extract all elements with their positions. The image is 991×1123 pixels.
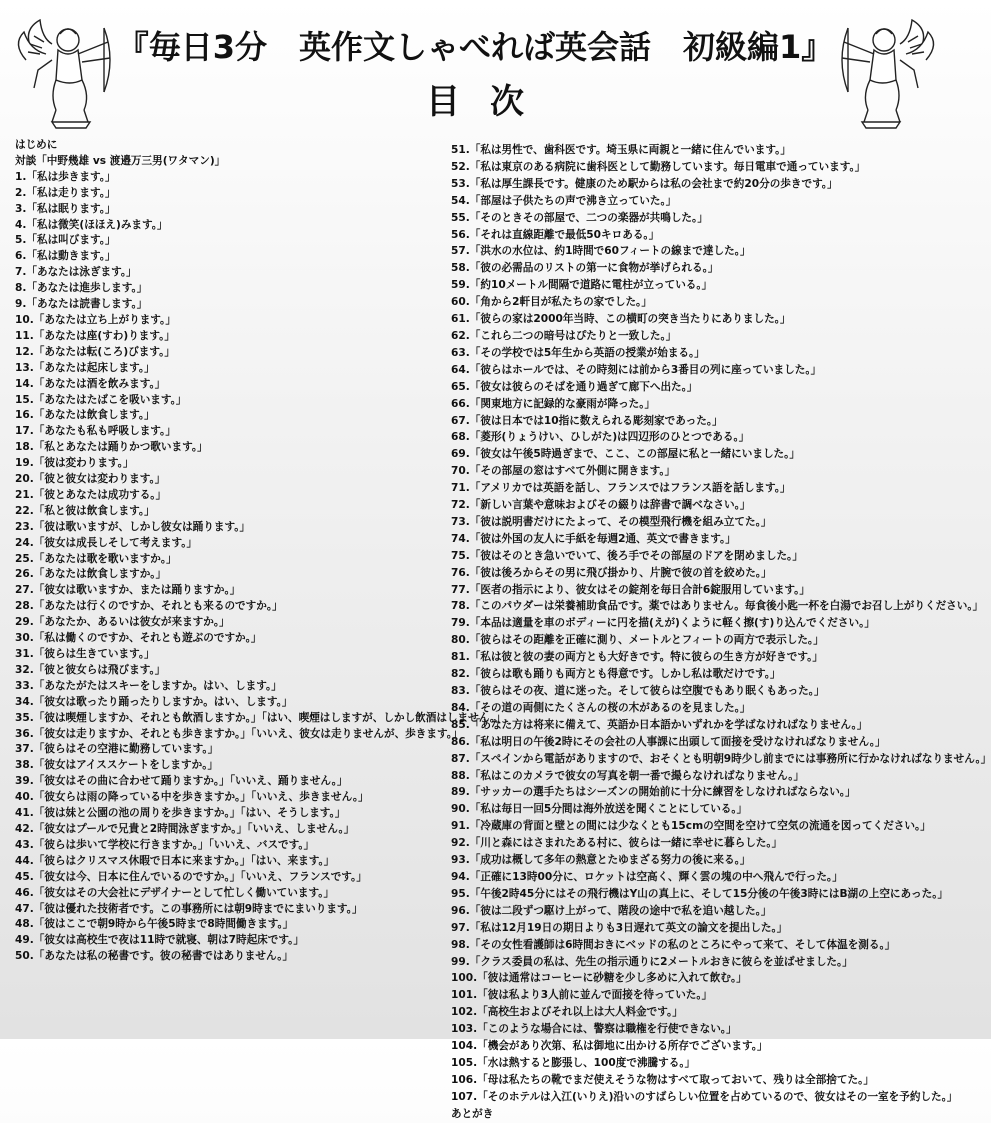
toc-entry: 29.「あなたか、あるいは彼女が来ますか。」 xyxy=(15,616,230,629)
toc-entry: 93.「成功は概して多年の熱意とたゆまざる努力の後に来る。」 xyxy=(451,854,751,867)
toc-entry: 67.「彼は日本では10指に数えられる彫刻家であった。」 xyxy=(451,414,723,427)
toc-entry: 23.「彼は歌いますが、しかし彼女は踊ります。」 xyxy=(15,520,251,533)
toc-entry: 48.「彼はここで朝9時から午後5時まで8時間働きます。」 xyxy=(15,918,294,931)
toc-entry: 101.「彼は私より3人前に並んで面接を待っていた。」 xyxy=(451,989,713,1002)
toc-entry: 2.「私は走ります。」 xyxy=(15,186,116,199)
toc-column-right xyxy=(451,142,991,1123)
toc-entry: 16.「あなたは飲食します。」 xyxy=(15,409,155,422)
toc-entry: 71.「アメリカでは英語を話し、フランスではフランス語を話します。」 xyxy=(451,482,791,495)
toc-entry: 28.「あなたは行くのですか、それとも来るのですか。」 xyxy=(15,600,283,613)
toc-entry: 31.「彼らは生きています。」 xyxy=(15,648,155,660)
toc-entry: 5.「私は叫びます。」 xyxy=(15,234,116,247)
toc-entry: 33.「あなたがたはスキーをしますか。はい、します。」 xyxy=(15,679,282,692)
header xyxy=(0,0,950,130)
toc-entry: 7.「あなたは泳ぎます。」 xyxy=(15,266,137,279)
toc-entry: 83.「彼らはその夜、道に迷った。そして彼らは空腹でもあり眠くもあった。」 xyxy=(451,685,825,697)
toc-entry: 18.「私とあなたは踊りかつ歌います。」 xyxy=(15,441,208,454)
toc-entry: 65.「彼女は彼らのそばを通り過ぎて廊下へ出た。」 xyxy=(451,380,698,393)
toc-entry: 94.「正確に13時00分に、ロケットは空高く、輝く雲の塊の中へ飛んで行った。」 xyxy=(451,870,843,883)
toc-entry: 84.「その道の両側にたくさんの桜の木があるのを見ました。」 xyxy=(451,701,751,714)
toc-entry: 52.「私は東京のある病院に歯科医として勤務しています。毎日電車で通っています。」 xyxy=(451,160,866,173)
toc-entry: 103.「このような場合には、警察は職権を行使できない。」 xyxy=(451,1023,737,1036)
toc-entry: 75.「彼はそのとき急いでいて、後ろ手でその部屋のドアを閉めました。」 xyxy=(451,549,803,562)
toc-entry: 35.「彼は喫煙しますか、それとも飲酒しますか。」「はい、喫煙はしますが、しかし飲酒はしません。」 xyxy=(15,711,506,724)
toc-entry: はじめに xyxy=(15,139,58,151)
toc-entry: 81.「私は彼と彼の妻の両方とも大好きです。特に彼らの生き方が好きです。」 xyxy=(451,651,823,664)
toc-entry: 14.「あなたは酒を飲みます。」 xyxy=(15,377,166,390)
toc-entry: 1.「私は歩きます。」 xyxy=(15,170,116,183)
toc-entry: 43.「彼らは歩いて学校に行きますか。」「いいえ、バスです。」 xyxy=(15,838,315,851)
toc-entry: 8.「あなたは進歩します。」 xyxy=(15,282,148,295)
toc-entry: 37.「彼らはその空港に勤務しています。」 xyxy=(15,743,219,756)
toc-column-left xyxy=(15,138,506,965)
toc-entry: 79.「本品は適量を車のボディーに円を描(えが)くように軽く擦(す)り込んでください。」 xyxy=(451,617,875,630)
toc-entry: 97.「私は12月19日の期日よりも3日遅れて英文の論文を提出した。」 xyxy=(451,921,788,934)
toc-entry: 対談「中野幾雄 vs 渡邉万三男(ワタマン)」 xyxy=(15,154,226,167)
toc-entry: 49.「彼女は高校生で夜は11時で就寝、朝は7時起床です。」 xyxy=(15,934,304,947)
toc-entry: 11.「あなたは座(すわ)ります。」 xyxy=(15,329,176,342)
toc-entry: 92.「川と森にはさまれたある村に、彼らは一緒に幸せに暮らした。」 xyxy=(451,837,783,850)
toc-entry: 89.「サッカーの選手たちはシーズンの開始前に十分に練習をしなければならない。」 xyxy=(451,786,856,799)
toc-entry: 82.「彼らは歌も踊りも両方とも得意です。しかし私は歌だけです。」 xyxy=(451,668,781,681)
toc-entry: 85.「あなた方は将来に備えて、英語か日本語かいずれかを学ばなければなりません。」 xyxy=(451,718,868,731)
toc-entry: 69.「彼女は午後5時過ぎまで、ここ、この部屋に私と一緒にいました。」 xyxy=(451,448,801,461)
toc-entry: 51.「私は男性で、歯科医です。埼玉県に両親と一緒に住んでいます。」 xyxy=(451,144,791,156)
toc-entry: 95.「午後2時45分にはその飛行機はY山の真上に、そして15分後の午後3時にはB湖の上空にあった。」 xyxy=(451,887,949,900)
toc-entry: 102.「高校生およびそれ以上は大人料金です。」 xyxy=(451,1006,683,1019)
toc-entry: 87.「スペインから電話がありますので、おそくとも明朝9時少し前までには事務所に行かなければなりません。」 xyxy=(451,752,991,765)
toc-entry: 91.「冷蔵庫の背面と壁との間には少なくとも15cmの空間を空けて空気の流通を図ってください。」 xyxy=(451,820,931,833)
toc-entry: 58.「彼の必需品のリストの第一に食物が挙げられる。」 xyxy=(451,262,719,275)
toc-entry: 25.「あなたは歌を歌いますか。」 xyxy=(15,552,177,565)
toc-entry: 90.「私は毎日一回5分間は海外放送を聞くことにしている。」 xyxy=(451,803,748,816)
toc-entry: 76.「彼は後ろからその男に飛び掛かり、片腕で彼の首を絞めた。」 xyxy=(451,566,772,579)
toc-entry: 86.「私は明日の午後2時にその会社の人事課に出頭して面接を受けなければなりません。」 xyxy=(451,735,886,748)
toc-entry: 62.「これら二つの暗号はぴたりと一致した。」 xyxy=(451,329,677,342)
toc-entry: 66.「関東地方に記録的な豪雨が降った。」 xyxy=(451,397,656,410)
toc-entry: 36.「彼女は走りますか、それとも歩きますか。」「いいえ、彼女は走りませんが、歩きます。」 xyxy=(15,727,463,740)
toc-entry: 53.「私は厚生課長です。健康のため駅からは私の会社まで約20分の歩きです。」 xyxy=(451,177,838,190)
toc-entry: 32.「彼と彼女らは飛びます。」 xyxy=(15,663,166,676)
toc-entry: 100.「彼は通常はコーヒーに砂糖を少し多めに入れて飲む。」 xyxy=(451,972,747,985)
toc-entry: 72.「新しい言葉や意味およびその綴りは辞書で調べなさい。」 xyxy=(451,499,751,512)
toc-entry: 45.「彼女は今、日本に住んでいるのですか。」「いいえ、フランスです。」 xyxy=(15,870,367,883)
toc-entry: 9.「あなたは読書します。」 xyxy=(15,298,148,311)
toc-entry: 13.「あなたは起床します。」 xyxy=(15,361,155,374)
toc-entry: 80.「彼らはその距離を正確に測り、メートルとフィートの両方で表示した。」 xyxy=(451,634,824,647)
toc-entry: 70.「その部屋の窓はすべて外側に開きます。」 xyxy=(451,465,676,478)
toc-entry: 21.「彼とあなたは成功する。」 xyxy=(15,488,167,501)
toc-entry: 6.「私は動きます。」 xyxy=(15,250,116,263)
toc-entry: 30.「私は働くのですか、それとも遊ぶのですか。」 xyxy=(15,632,262,645)
toc-entry: 55.「そのときその部屋で、二つの楽器が共鳴した。」 xyxy=(451,211,708,224)
toc-entry: 12.「あなたは転(ころ)びます。」 xyxy=(15,345,176,358)
toc-entry: 42.「彼女はプールで兄貴と2時間泳ぎますか。」「いいえ、しません。」 xyxy=(15,822,355,835)
toc-entry: 99.「クラス委員の私は、先生の指示通りに2メートルおきに彼らを並ばせました。」 xyxy=(451,955,853,968)
toc-entry: 104.「機会があり次第、私は御地に出かける所存でございます。」 xyxy=(451,1040,768,1053)
toc-entry: 54.「部屋は子供たちの声で沸き立っていた。」 xyxy=(451,194,677,207)
toc-entry: 41.「彼は妹と公園の池の周りを歩きますか。」「はい、そうします。」 xyxy=(15,807,346,820)
toc-entry: 47.「彼は優れた技術者です。この事務所には朝9時までにまいります。」 xyxy=(15,902,363,915)
toc-entry: 34.「彼女は歌ったり踊ったりしますか。はい、します。」 xyxy=(15,695,293,708)
toc-entry: 3.「私は眠ります。」 xyxy=(15,202,116,215)
toc-entry: 27.「彼女は歌いますか、または踊りますか。」 xyxy=(15,584,241,597)
toc-entry: 105.「水は熱すると膨張し、100度で沸騰する。」 xyxy=(451,1056,696,1069)
toc-entry: 4.「私は微笑(ほほえ)みます。」 xyxy=(15,218,168,231)
toc-entry: 74.「彼は外国の友人に手紙を毎週2通、英文で書きます。」 xyxy=(451,532,736,545)
toc-entry: 57.「洪水の水位は、約1時間で60フィートの線まで達した。」 xyxy=(451,245,751,258)
toc-entry: 60.「角から2軒目が私たちの家でした。」 xyxy=(451,296,652,309)
toc-entry: 50.「あなたは私の秘書です。彼の秘書ではありません。」 xyxy=(15,950,294,963)
toc-entry: 24.「彼女は成長しそして考えます。」 xyxy=(15,536,198,549)
toc-entry: 77.「医者の指示により、彼女はその錠剤を毎日合計6錠服用しています。」 xyxy=(451,583,810,596)
toc-entry: 63.「その学校では5年生から英語の授業が始まる。」 xyxy=(451,346,705,359)
toc-entry: 20.「彼と彼女は変わります。」 xyxy=(15,473,166,486)
toc-entry: 64.「彼らはホールでは、その時刻には前から3番目の列に座っていました。」 xyxy=(451,363,822,376)
toc-entry: 96.「彼は二段ずつ駆け上がって、階段の途中で私を追い越した。」 xyxy=(451,904,772,917)
page-title: 『毎日3分 英作文しゃべれば英会話 初級編1』 xyxy=(116,28,834,66)
toc-entry: 98.「その女性看護師は6時間おきにベッドの私のところにやって来て、そして体温を測る。」 xyxy=(451,938,896,951)
toc-entry: 59.「約10メートル間隔で道路に電柱が立っている。」 xyxy=(451,279,713,292)
toc-entry: 88.「私はこのカメラで彼女の写真を朝一番で撮らなければなりません。」 xyxy=(451,769,805,782)
toc-entry: 38.「彼女はアイススケートをしますか。」 xyxy=(15,759,219,772)
toc-entry: 73.「彼は説明書だけにたよって、その模型飛行機を組み立てた。」 xyxy=(451,515,772,528)
toc-entry: 106.「母は私たちの靴でまだ使えそうな物はすべて取っておいて、残りは全部捨てた。」 xyxy=(451,1073,874,1086)
toc-entry: 56.「それは直線距離で最低50キロある。」 xyxy=(451,228,660,241)
toc-entry: あとがき xyxy=(451,1107,494,1120)
page-subtitle: 目次 xyxy=(426,82,554,122)
toc-entry: 19.「彼は変わります。」 xyxy=(15,457,134,470)
toc-entry: 22.「私と彼は飲食します。」 xyxy=(15,504,155,517)
toc-entry: 68.「菱形(りょうけい、ひしがた)は四辺形のひとつである。」 xyxy=(451,431,750,444)
toc-entry: 46.「彼女はその大会社にデザイナーとして忙しく働いています。」 xyxy=(15,886,335,899)
toc-entry: 10.「あなたは立ち上がります。」 xyxy=(15,313,176,326)
toc-entry: 61.「彼らの家は2000年当時、この横町の突き当たりにありました。」 xyxy=(451,313,791,326)
toc-entry: 15.「あなたはたばこを吸います。」 xyxy=(15,393,187,406)
toc-entry: 78.「このパウダーは栄養補助食品です。薬ではありません。毎食後小匙一杯を白湯でお召し上がりください。」 xyxy=(451,600,984,613)
toc-entry: 44.「彼らはクリスマス休暇で日本に来ますか。」「はい、来ます。」 xyxy=(15,854,335,867)
toc-entry: 17.「あなたも私も呼吸します。」 xyxy=(15,425,176,438)
toc-entry: 40.「彼女らは雨の降っている中を歩きますか。」「いいえ、歩きません。」 xyxy=(15,791,369,804)
toc-entry: 26.「あなたは飲食しますか。」 xyxy=(15,568,167,581)
toc-entry: 39.「彼女はその曲に合わせて踊りますか。」「いいえ、踊りません。」 xyxy=(15,775,348,788)
toc-entry: 107.「そのホテルは入江(いりえ)沿いのすばらしい位置を占めているので、彼女はその一室を予約した。」 xyxy=(451,1090,958,1103)
